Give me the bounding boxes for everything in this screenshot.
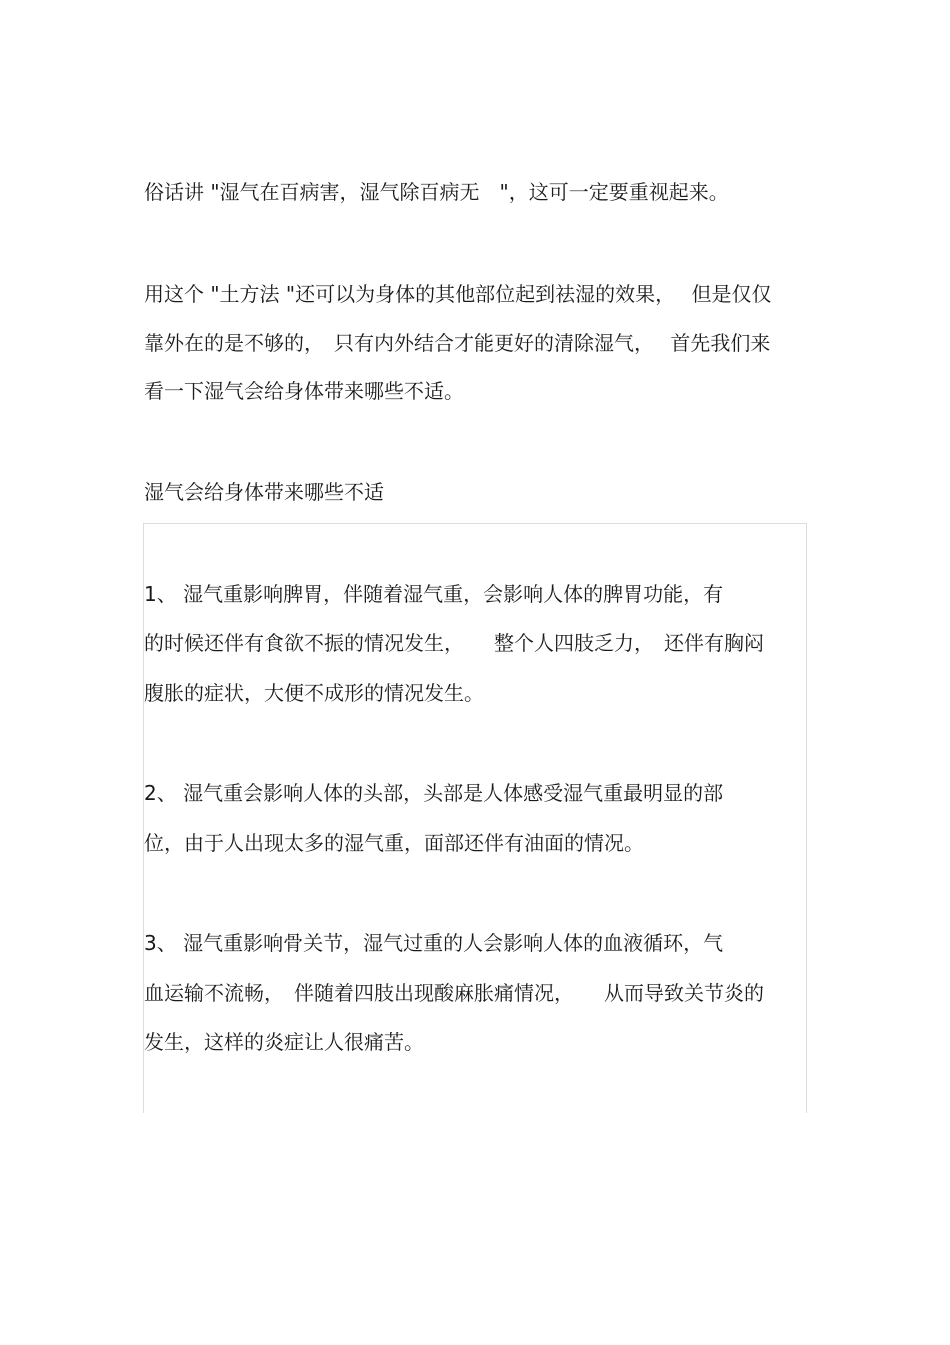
item-3-line-1: 3、 湿气重影响骨关节，湿气过重的人会影响人体的血液循环，气 (144, 931, 724, 955)
item-2-line-1: 2、 湿气重会影响人体的头部，头部是人体感受湿气重最明显的部 (144, 781, 724, 805)
intro-paragraph-2-line-3: 看一下湿气会给身体带来哪些不适。 (144, 379, 464, 403)
item-2-line-2: 位，由于人出现太多的湿气重，面部还伴有油面的情况。 (144, 831, 644, 855)
intro-paragraph-2-line-2: 靠外在的是不够的， 只有内外结合才能更好的清除湿气， 首先我们来 (144, 331, 771, 355)
item-1-line-3: 腹胀的症状，大便不成形的情况发生。 (144, 681, 484, 705)
section-heading: 湿气会给身体带来哪些不适 (144, 480, 384, 504)
intro-paragraph-1-line-1: 俗话讲 "湿气在百病害，湿气除百病无 "，这可一定要重视起来。 (144, 180, 729, 204)
item-1-line-1: 1、 湿气重影响脾胃，伴随着湿气重，会影响人体的脾胃功能，有 (144, 582, 724, 606)
item-3-line-2: 血运输不流畅， 伴随着四肢出现酸麻胀痛情况， 从而导致关节炎的 (144, 981, 764, 1005)
content-box (143, 523, 807, 1113)
item-1-line-2: 的时候还伴有食欲不振的情况发生， 整个人四肢乏力， 还伴有胸闷 (144, 631, 764, 655)
intro-paragraph-2-line-1: 用这个 "土方法 "还可以为身体的其他部位起到祛湿的效果， 但是仅仅 (144, 282, 772, 306)
item-3-line-3: 发生，这样的炎症让人很痛苦。 (144, 1030, 424, 1054)
